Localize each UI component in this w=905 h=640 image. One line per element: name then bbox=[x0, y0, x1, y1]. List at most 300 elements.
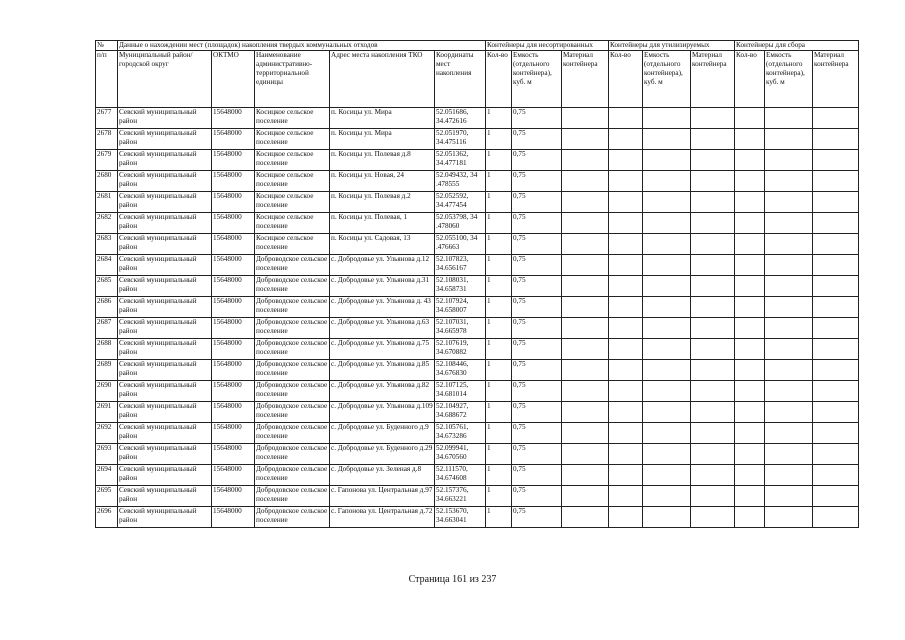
cell-district: Севский муниципальный район bbox=[118, 108, 212, 129]
cell-district: Севский муниципальный район bbox=[118, 339, 212, 360]
cell-number: 2679 bbox=[96, 150, 118, 171]
header-col-utilized-count: Кол-во bbox=[609, 51, 643, 108]
cell-coordinates: 52.052592, 34.477454 bbox=[435, 192, 486, 213]
cell-collection-count bbox=[735, 213, 765, 234]
cell-unsorted-count: 1 bbox=[486, 507, 512, 528]
cell-address: с. Добродовье ул. Буденного д.9 bbox=[330, 423, 435, 444]
cell-utilized-material bbox=[691, 360, 735, 381]
cell-unsorted-material bbox=[562, 381, 609, 402]
cell-oktmo: 15648000 bbox=[212, 213, 255, 234]
cell-unsorted-volume: 0,75 bbox=[512, 171, 562, 192]
cell-unsorted-count: 1 bbox=[486, 486, 512, 507]
cell-oktmo: 15648000 bbox=[212, 423, 255, 444]
cell-collection-count bbox=[735, 444, 765, 465]
cell-coordinates: 52.107031, 34.665978 bbox=[435, 318, 486, 339]
header-col-coords: Координаты мест накопления bbox=[435, 51, 486, 108]
cell-utilized-count bbox=[609, 276, 643, 297]
cell-coordinates: 52.055100, 34 .476663 bbox=[435, 234, 486, 255]
cell-utilized-volume bbox=[643, 444, 691, 465]
cell-oktmo: 15648000 bbox=[212, 297, 255, 318]
cell-utilized-count bbox=[609, 213, 643, 234]
cell-collection-count bbox=[735, 108, 765, 129]
header-col-utilized-material: Материал контейнера bbox=[691, 51, 735, 108]
cell-unsorted-material bbox=[562, 255, 609, 276]
cell-collection-volume bbox=[765, 381, 813, 402]
cell-collection-material bbox=[813, 444, 859, 465]
cell-collection-count bbox=[735, 423, 765, 444]
cell-utilized-volume bbox=[643, 402, 691, 423]
cell-collection-count bbox=[735, 171, 765, 192]
cell-coordinates: 52.051362, 34.477181 bbox=[435, 150, 486, 171]
cell-collection-material bbox=[813, 318, 859, 339]
cell-utilized-material bbox=[691, 108, 735, 129]
cell-utilized-material bbox=[691, 486, 735, 507]
cell-district: Севский муниципальный район bbox=[118, 318, 212, 339]
cell-utilized-material bbox=[691, 444, 735, 465]
cell-collection-material bbox=[813, 171, 859, 192]
cell-oktmo: 15648000 bbox=[212, 276, 255, 297]
cell-collection-material bbox=[813, 213, 859, 234]
cell-collection-material bbox=[813, 423, 859, 444]
cell-unsorted-material bbox=[562, 129, 609, 150]
cell-territory: Косицкое сельское поселение bbox=[255, 234, 330, 255]
cell-district: Севский муниципальный район bbox=[118, 402, 212, 423]
cell-number: 2684 bbox=[96, 255, 118, 276]
cell-unsorted-volume: 0,75 bbox=[512, 402, 562, 423]
cell-utilized-material bbox=[691, 276, 735, 297]
cell-collection-volume bbox=[765, 297, 813, 318]
header-row-groups bbox=[96, 41, 859, 51]
cell-utilized-volume bbox=[643, 213, 691, 234]
cell-coordinates: 52.107823, 34.656167 bbox=[435, 255, 486, 276]
cell-utilized-volume bbox=[643, 507, 691, 528]
cell-utilized-count bbox=[609, 339, 643, 360]
cell-oktmo: 15648000 bbox=[212, 150, 255, 171]
cell-number: 2695 bbox=[96, 486, 118, 507]
cell-territory: Косицкое сельское поселение bbox=[255, 213, 330, 234]
cell-territory: Доброводское сельское поселение bbox=[255, 381, 330, 402]
cell-address: с. Добродовье ул. Буденного д.29 bbox=[330, 444, 435, 465]
cell-address: с. Гапонова ул. Центральная д.97 bbox=[330, 486, 435, 507]
cell-territory: Доброводское сельское поселение bbox=[255, 318, 330, 339]
cell-number: 2689 bbox=[96, 360, 118, 381]
cell-unsorted-material bbox=[562, 423, 609, 444]
cell-utilized-count bbox=[609, 507, 643, 528]
cell-collection-material bbox=[813, 129, 859, 150]
cell-unsorted-volume: 0,75 bbox=[512, 318, 562, 339]
header-col-collection-material: Материал контейнера bbox=[813, 51, 859, 108]
cell-coordinates: 52.053798, 34 .478060 bbox=[435, 213, 486, 234]
cell-collection-count bbox=[735, 360, 765, 381]
cell-collection-count bbox=[735, 276, 765, 297]
cell-unsorted-count: 1 bbox=[486, 150, 512, 171]
cell-utilized-material bbox=[691, 507, 735, 528]
cell-collection-volume bbox=[765, 192, 813, 213]
cell-unsorted-material bbox=[562, 465, 609, 486]
cell-address: с. Добродовье ул. Ульянова д.63 bbox=[330, 318, 435, 339]
table-row bbox=[96, 192, 859, 213]
cell-district: Севский муниципальный район bbox=[118, 423, 212, 444]
table-row bbox=[96, 108, 859, 129]
cell-unsorted-count: 1 bbox=[486, 339, 512, 360]
cell-district: Севский муниципальный район bbox=[118, 444, 212, 465]
cell-oktmo: 15648000 bbox=[212, 318, 255, 339]
cell-territory: Доброводское сельское поселение bbox=[255, 423, 330, 444]
cell-utilized-material bbox=[691, 339, 735, 360]
cell-collection-count bbox=[735, 297, 765, 318]
cell-utilized-material bbox=[691, 171, 735, 192]
cell-unsorted-count: 1 bbox=[486, 444, 512, 465]
cell-address: п. Косицы ул. Полевая, 1 bbox=[330, 213, 435, 234]
cell-address: с. Добродовье ул. Ульянова д.82 bbox=[330, 381, 435, 402]
cell-unsorted-volume: 0,75 bbox=[512, 213, 562, 234]
cell-collection-count bbox=[735, 318, 765, 339]
cell-unsorted-count: 1 bbox=[486, 192, 512, 213]
cell-utilized-volume bbox=[643, 192, 691, 213]
cell-utilized-material bbox=[691, 234, 735, 255]
cell-address: с. Добродовье ул. Ульянова д.31 bbox=[330, 276, 435, 297]
table-row bbox=[96, 297, 859, 318]
cell-territory: Косицкое сельское поселение bbox=[255, 192, 330, 213]
cell-number: 2694 bbox=[96, 465, 118, 486]
cell-utilized-count bbox=[609, 465, 643, 486]
cell-number: 2693 bbox=[96, 444, 118, 465]
cell-collection-material bbox=[813, 192, 859, 213]
cell-unsorted-volume: 0,75 bbox=[512, 360, 562, 381]
cell-address: с. Добродовье ул. Ульянова д.85 bbox=[330, 360, 435, 381]
cell-collection-material bbox=[813, 255, 859, 276]
table-row bbox=[96, 234, 859, 255]
cell-utilized-count bbox=[609, 150, 643, 171]
cell-utilized-count bbox=[609, 255, 643, 276]
header-col-district: Муниципальный район/городской округ bbox=[118, 51, 212, 108]
cell-number: 2688 bbox=[96, 339, 118, 360]
cell-oktmo: 15648000 bbox=[212, 234, 255, 255]
cell-coordinates: 52.051686, 34.472616 bbox=[435, 108, 486, 129]
cell-unsorted-material bbox=[562, 318, 609, 339]
page-number: Страница 161 из 237 bbox=[408, 574, 497, 585]
cell-oktmo: 15648000 bbox=[212, 486, 255, 507]
cell-unsorted-count: 1 bbox=[486, 255, 512, 276]
cell-district: Севский муниципальный район bbox=[118, 234, 212, 255]
cell-utilized-volume bbox=[643, 318, 691, 339]
cell-unsorted-count: 1 bbox=[486, 360, 512, 381]
cell-utilized-count bbox=[609, 360, 643, 381]
cell-utilized-material bbox=[691, 297, 735, 318]
table-row bbox=[96, 339, 859, 360]
cell-unsorted-volume: 0,75 bbox=[512, 129, 562, 150]
cell-collection-volume bbox=[765, 129, 813, 150]
cell-number: 2681 bbox=[96, 192, 118, 213]
header-row-columns bbox=[96, 51, 859, 108]
cell-address: с. Добродовье ул. Ульянова д.12 bbox=[330, 255, 435, 276]
cell-utilized-material bbox=[691, 213, 735, 234]
cell-district: Севский муниципальный район bbox=[118, 150, 212, 171]
cell-collection-count bbox=[735, 339, 765, 360]
cell-unsorted-volume: 0,75 bbox=[512, 192, 562, 213]
cell-unsorted-volume: 0,75 bbox=[512, 381, 562, 402]
cell-utilized-material bbox=[691, 423, 735, 444]
cell-coordinates: 52.049432, 34 .478555 bbox=[435, 171, 486, 192]
cell-unsorted-volume: 0,75 bbox=[512, 339, 562, 360]
cell-coordinates: 52.153670, 34.663041 bbox=[435, 507, 486, 528]
cell-unsorted-material bbox=[562, 192, 609, 213]
cell-collection-count bbox=[735, 486, 765, 507]
cell-utilized-material bbox=[691, 129, 735, 150]
cell-collection-material bbox=[813, 360, 859, 381]
cell-collection-volume bbox=[765, 255, 813, 276]
cell-unsorted-volume: 0,75 bbox=[512, 486, 562, 507]
cell-collection-count bbox=[735, 255, 765, 276]
cell-collection-volume bbox=[765, 360, 813, 381]
cell-collection-volume bbox=[765, 276, 813, 297]
cell-utilized-count bbox=[609, 486, 643, 507]
cell-collection-material bbox=[813, 402, 859, 423]
cell-collection-volume bbox=[765, 108, 813, 129]
cell-unsorted-volume: 0,75 bbox=[512, 255, 562, 276]
cell-collection-volume bbox=[765, 402, 813, 423]
cell-utilized-volume bbox=[643, 486, 691, 507]
cell-utilized-count bbox=[609, 192, 643, 213]
cell-utilized-count bbox=[609, 318, 643, 339]
cell-territory: Добродовское сельское поселение bbox=[255, 507, 330, 528]
header-col-oktmo: ОКТМО bbox=[212, 51, 255, 108]
cell-collection-material bbox=[813, 108, 859, 129]
cell-unsorted-material bbox=[562, 108, 609, 129]
cell-collection-count bbox=[735, 507, 765, 528]
cell-unsorted-material bbox=[562, 297, 609, 318]
cell-district: Севский муниципальный район bbox=[118, 486, 212, 507]
cell-collection-volume bbox=[765, 465, 813, 486]
cell-address: п. Косицы ул. Новая, 24 bbox=[330, 171, 435, 192]
cell-unsorted-count: 1 bbox=[486, 276, 512, 297]
cell-collection-volume bbox=[765, 507, 813, 528]
cell-unsorted-material bbox=[562, 360, 609, 381]
cell-utilized-material bbox=[691, 150, 735, 171]
cell-number: 2682 bbox=[96, 213, 118, 234]
cell-unsorted-volume: 0,75 bbox=[512, 507, 562, 528]
cell-collection-volume bbox=[765, 171, 813, 192]
cell-unsorted-material bbox=[562, 213, 609, 234]
cell-coordinates: 52.157376, 34.663221 bbox=[435, 486, 486, 507]
header-utilized-group: Контейнеры для утилизируемых bbox=[609, 41, 735, 51]
cell-number: 2696 bbox=[96, 507, 118, 528]
cell-utilized-count bbox=[609, 402, 643, 423]
cell-utilized-volume bbox=[643, 276, 691, 297]
cell-collection-volume bbox=[765, 339, 813, 360]
cell-collection-count bbox=[735, 465, 765, 486]
cell-collection-material bbox=[813, 339, 859, 360]
cell-utilized-volume bbox=[643, 423, 691, 444]
cell-utilized-material bbox=[691, 255, 735, 276]
cell-utilized-material bbox=[691, 192, 735, 213]
cell-district: Севский муниципальный район bbox=[118, 129, 212, 150]
cell-territory: Доброводское сельское поселение bbox=[255, 339, 330, 360]
cell-utilized-volume bbox=[643, 297, 691, 318]
cell-territory: Косицкое сельское поселение bbox=[255, 171, 330, 192]
waste-sites-table bbox=[95, 40, 859, 528]
cell-district: Севский муниципальный район bbox=[118, 297, 212, 318]
cell-utilized-count bbox=[609, 297, 643, 318]
header-col-unsorted-material: Материал контейнера bbox=[562, 51, 609, 108]
table-row bbox=[96, 255, 859, 276]
table-row bbox=[96, 318, 859, 339]
cell-oktmo: 15648000 bbox=[212, 444, 255, 465]
cell-utilized-volume bbox=[643, 108, 691, 129]
header-col-num: п/п bbox=[96, 51, 118, 108]
cell-unsorted-count: 1 bbox=[486, 423, 512, 444]
table-row bbox=[96, 213, 859, 234]
cell-coordinates: 52.107924, 34.658007 bbox=[435, 297, 486, 318]
cell-utilized-volume bbox=[643, 150, 691, 171]
cell-oktmo: 15648000 bbox=[212, 360, 255, 381]
cell-territory: Косицкое сельское поселение bbox=[255, 129, 330, 150]
cell-unsorted-volume: 0,75 bbox=[512, 465, 562, 486]
cell-collection-material bbox=[813, 297, 859, 318]
cell-coordinates: 52.104927, 34.688672 bbox=[435, 402, 486, 423]
cell-territory: Добродовское сельское поселение bbox=[255, 465, 330, 486]
cell-territory: Доброводское сельское поселение bbox=[255, 402, 330, 423]
header-places-group: Данные о нахождении мест (площадок) накопления твердых коммунальных отходов bbox=[118, 41, 486, 51]
cell-unsorted-material bbox=[562, 276, 609, 297]
header-collection-group: Контейнеры для сбора bbox=[735, 41, 859, 51]
cell-oktmo: 15648000 bbox=[212, 192, 255, 213]
cell-unsorted-count: 1 bbox=[486, 213, 512, 234]
cell-unsorted-count: 1 bbox=[486, 465, 512, 486]
cell-district: Севский муниципальный район bbox=[118, 360, 212, 381]
cell-oktmo: 15648000 bbox=[212, 171, 255, 192]
cell-oktmo: 15648000 bbox=[212, 465, 255, 486]
cell-address: с. Добродовье ул. Ульянова д.109 bbox=[330, 402, 435, 423]
cell-oktmo: 15648000 bbox=[212, 339, 255, 360]
cell-coordinates: 52.051970, 34.475116 bbox=[435, 129, 486, 150]
cell-number: 2683 bbox=[96, 234, 118, 255]
cell-unsorted-count: 1 bbox=[486, 171, 512, 192]
header-col-unsorted-volume: Емкость (отдельного контейнера), куб. м bbox=[512, 51, 562, 108]
cell-territory: Доброводское сельское поселение bbox=[255, 255, 330, 276]
cell-unsorted-volume: 0,75 bbox=[512, 108, 562, 129]
cell-coordinates: 52.111570, 34.674608 bbox=[435, 465, 486, 486]
cell-unsorted-volume: 0,75 bbox=[512, 234, 562, 255]
cell-utilized-count bbox=[609, 444, 643, 465]
cell-collection-material bbox=[813, 276, 859, 297]
table-row bbox=[96, 150, 859, 171]
cell-number: 2677 bbox=[96, 108, 118, 129]
table-row bbox=[96, 129, 859, 150]
table-row bbox=[96, 276, 859, 297]
cell-utilized-volume bbox=[643, 381, 691, 402]
cell-district: Севский муниципальный район bbox=[118, 213, 212, 234]
cell-territory: Доброводское сельское поселение bbox=[255, 297, 330, 318]
cell-unsorted-count: 1 bbox=[486, 381, 512, 402]
cell-address: с. Добродовье ул. Ульянова д. 43 bbox=[330, 297, 435, 318]
cell-utilized-count bbox=[609, 423, 643, 444]
cell-collection-volume bbox=[765, 150, 813, 171]
cell-utilized-material bbox=[691, 402, 735, 423]
cell-utilized-material bbox=[691, 318, 735, 339]
cell-address: с. Добродовье ул. Ульянова д.75 bbox=[330, 339, 435, 360]
cell-oktmo: 15648000 bbox=[212, 108, 255, 129]
cell-unsorted-material bbox=[562, 486, 609, 507]
cell-utilized-volume bbox=[643, 234, 691, 255]
cell-utilized-count bbox=[609, 108, 643, 129]
table-row bbox=[96, 402, 859, 423]
cell-unsorted-volume: 0,75 bbox=[512, 150, 562, 171]
cell-address: п. Косицы ул. Полевая д.2 bbox=[330, 192, 435, 213]
cell-collection-volume bbox=[765, 423, 813, 444]
cell-collection-material bbox=[813, 150, 859, 171]
table-row bbox=[96, 360, 859, 381]
table-row bbox=[96, 423, 859, 444]
header-col-utilized-volume: Емкость (отдельного контейнера), куб. м bbox=[643, 51, 691, 108]
cell-unsorted-count: 1 bbox=[486, 234, 512, 255]
cell-oktmo: 15648000 bbox=[212, 402, 255, 423]
cell-utilized-material bbox=[691, 381, 735, 402]
cell-number: 2678 bbox=[96, 129, 118, 150]
cell-unsorted-volume: 0,75 bbox=[512, 423, 562, 444]
cell-address: п. Косицы ул. Мира bbox=[330, 129, 435, 150]
cell-collection-material bbox=[813, 234, 859, 255]
cell-address: п. Косицы ул. Садовая, 13 bbox=[330, 234, 435, 255]
cell-territory: Доброводское сельское поселение bbox=[255, 276, 330, 297]
cell-coordinates: 52.105761, 34.673286 bbox=[435, 423, 486, 444]
cell-coordinates: 52.107125, 34.681014 bbox=[435, 381, 486, 402]
table-row bbox=[96, 465, 859, 486]
cell-unsorted-material bbox=[562, 402, 609, 423]
cell-collection-material bbox=[813, 381, 859, 402]
cell-collection-count bbox=[735, 402, 765, 423]
cell-collection-material bbox=[813, 507, 859, 528]
cell-collection-count bbox=[735, 150, 765, 171]
cell-oktmo: 15648000 bbox=[212, 255, 255, 276]
cell-oktmo: 15648000 bbox=[212, 381, 255, 402]
cell-collection-volume bbox=[765, 213, 813, 234]
cell-territory: Добродовское сельское поселение bbox=[255, 444, 330, 465]
table-row bbox=[96, 486, 859, 507]
header-num-sign: № bbox=[96, 41, 118, 51]
cell-collection-count bbox=[735, 381, 765, 402]
cell-collection-count bbox=[735, 192, 765, 213]
cell-oktmo: 15648000 bbox=[212, 129, 255, 150]
cell-address: п. Косицы ул. Мира bbox=[330, 108, 435, 129]
cell-unsorted-volume: 0,75 bbox=[512, 276, 562, 297]
cell-utilized-count bbox=[609, 234, 643, 255]
cell-unsorted-material bbox=[562, 234, 609, 255]
table-row bbox=[96, 381, 859, 402]
cell-district: Севский муниципальный район bbox=[118, 465, 212, 486]
cell-territory: Добродовское сельское поселение bbox=[255, 486, 330, 507]
cell-coordinates: 52.108446, 34.676830 bbox=[435, 360, 486, 381]
cell-utilized-count bbox=[609, 171, 643, 192]
cell-unsorted-count: 1 bbox=[486, 297, 512, 318]
header-unsorted-group: Контейнеры для несортированных bbox=[486, 41, 609, 51]
cell-collection-volume bbox=[765, 318, 813, 339]
cell-unsorted-material bbox=[562, 444, 609, 465]
cell-number: 2690 bbox=[96, 381, 118, 402]
cell-address: с. Добродовье ул. Зеленая д.8 bbox=[330, 465, 435, 486]
cell-territory: Косицкое сельское поселение bbox=[255, 150, 330, 171]
cell-collection-count bbox=[735, 129, 765, 150]
cell-district: Севский муниципальный район bbox=[118, 276, 212, 297]
cell-address: с. Гапонова ул. Центральная д.72 bbox=[330, 507, 435, 528]
table-row bbox=[96, 507, 859, 528]
cell-collection-material bbox=[813, 486, 859, 507]
cell-utilized-volume bbox=[643, 171, 691, 192]
cell-unsorted-count: 1 bbox=[486, 129, 512, 150]
cell-district: Севский муниципальный район bbox=[118, 171, 212, 192]
cell-coordinates: 52.099941, 34.670560 bbox=[435, 444, 486, 465]
table-row bbox=[96, 171, 859, 192]
